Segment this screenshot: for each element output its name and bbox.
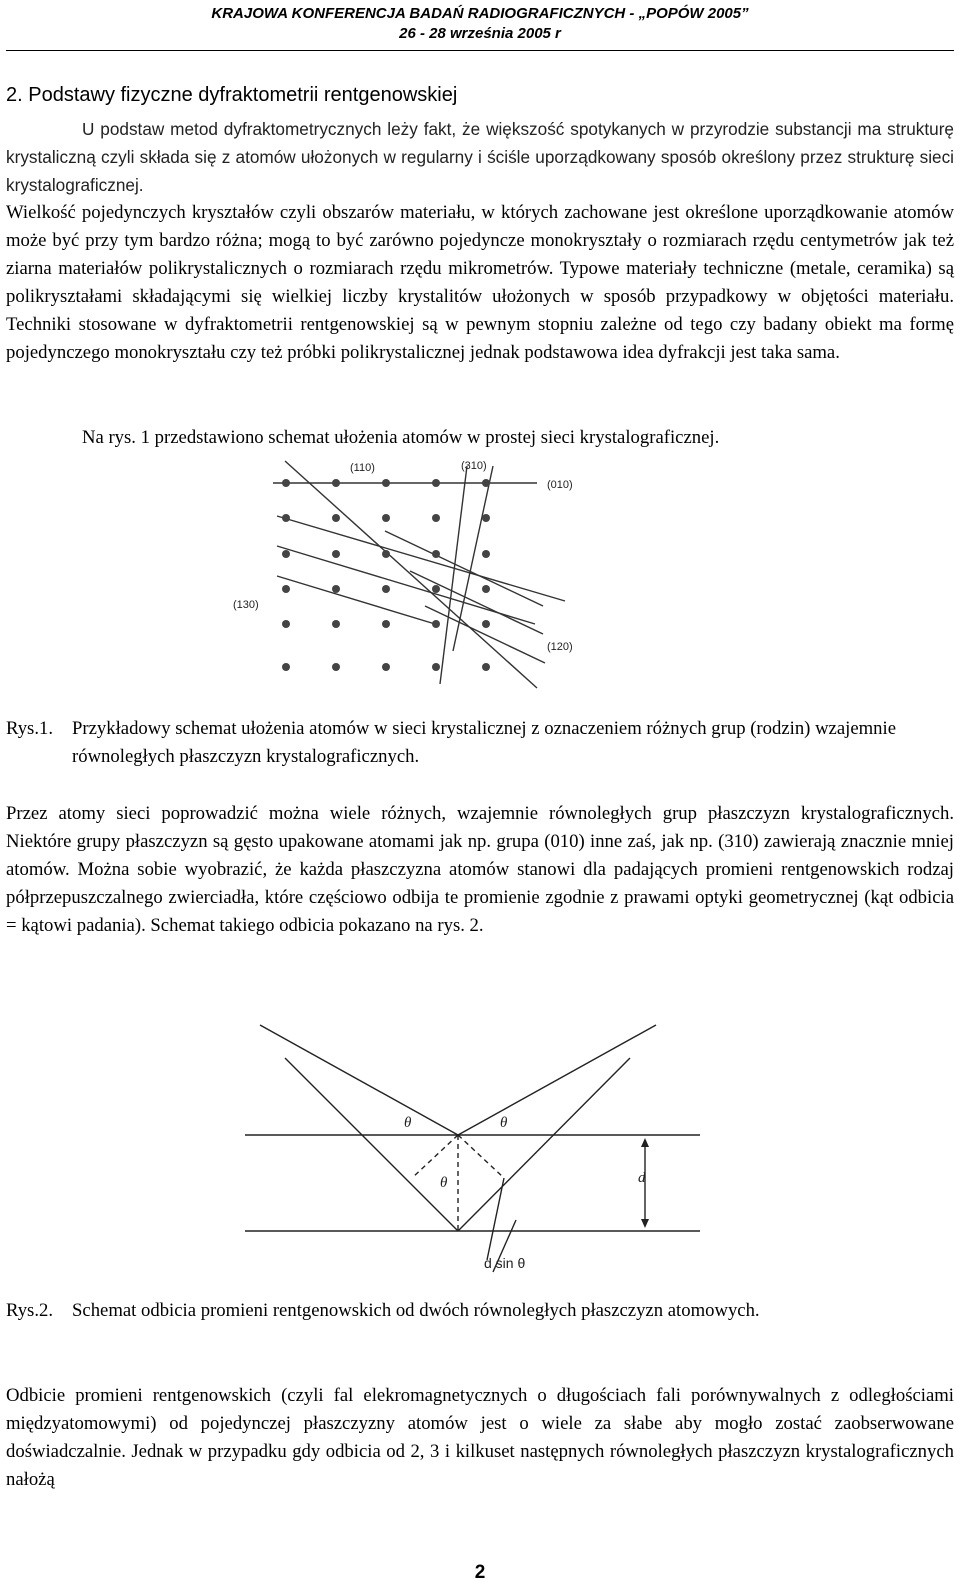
label-130: (130) (233, 599, 259, 611)
plane-310-line (440, 466, 467, 684)
atom (282, 550, 290, 558)
bragg-diagram (240, 1020, 710, 1280)
spacing-label: d (638, 1170, 646, 1186)
paragraph-crystal-size: Wielkość pojedynczych kryształów czyli obszarów materiału, w których zachowane jest określone uporządkowanie atomów może być przy tym bardzo różna; mogą to być zarówno pojedyncze monokryształy o rozmiarach rzędu centymetrów jak też ziarna materiałów polikrystalicznych o rozmiarach rzędu mikrometrów. Typowe materiały techniczne (metale, ceramika) są polikryształami składającymi się wielkiej liczby krystalitów ułożonych w sposób przypadkowy w objętości materiału. Techniki stosowane w dyfraktometrii rentgenowskiej są w pewnym stopniu zależne od tego czy badany obiekt ma formę pojedynczego monokryształu czy też próbki polikrystalicznej jednak podstawowa idea dyfrakcji jest taka sama. (6, 202, 954, 364)
atom (282, 514, 290, 522)
atom (482, 585, 490, 593)
pointer-line (487, 1178, 504, 1260)
atom (332, 479, 340, 487)
label-110: (110) (350, 462, 375, 474)
atom (482, 663, 490, 671)
atom (332, 663, 340, 671)
theta-label-incident: θ (404, 1115, 412, 1131)
plane-110-line (285, 461, 537, 688)
paragraph-reflection: Odbicie promieni rentgenowskich (czyli fal elekromagnetycznych o długościach fali porównywalnych z odległościami międzyatomowymi) od pojedynczej płaszczyzny atomów jest o wiele za słabe aby mogło zostać zaobserwowane doświadczalnie. Jednak w przypadku gdy odbicia od 2, 3 i kilkuset następnych równoległych płaszczyzn krystalograficznych nałożą (6, 1385, 954, 1491)
atom (332, 585, 340, 593)
atom (432, 620, 440, 628)
conference-title: KRAJOWA KONFERENCJA BADAŃ RADIOGRAFICZNYCH - „POPÓW 2005” (211, 5, 749, 22)
atom (282, 585, 290, 593)
figure2-caption-label: Rys.2. (6, 1300, 54, 1321)
atom (482, 620, 490, 628)
label-010: (010) (547, 479, 573, 491)
plane-120-line (410, 571, 543, 634)
atom (482, 479, 490, 487)
lattice-diagram (225, 456, 605, 696)
plane-130-line (277, 576, 435, 624)
perpendicular-right (458, 1135, 504, 1178)
path-difference-label: d sin θ (484, 1255, 526, 1271)
conference-dates: 26 - 28 września 2005 r (399, 25, 561, 42)
atom (382, 550, 390, 558)
theta-label-reflected: θ (500, 1115, 508, 1131)
atom (382, 663, 390, 671)
incident-ray-lower (285, 1058, 458, 1231)
figure2-caption (6, 1297, 936, 1325)
plane-120-line (385, 531, 543, 606)
atom (332, 514, 340, 522)
arrowhead-up (641, 1138, 649, 1147)
page-number: 2 (474, 1562, 486, 1583)
atom (282, 479, 290, 487)
atom (482, 514, 490, 522)
atom (482, 550, 490, 558)
figure1-caption-label: Rys.1. (6, 718, 54, 739)
label-120: (120) (547, 641, 573, 653)
figure2-caption-text: Schemat odbicia promieni rentgenowskich od dwóch równoległych płaszczyzn atomowych. (72, 1300, 760, 1321)
atom (432, 514, 440, 522)
paragraph-planes: Przez atomy sieci poprowadzić można wiele różnych, wzajemnie równoległych grup płaszczyzn krystalograficznych. Niektóre grupy płaszczyzn są gęsto upakowane atomami jak np. grupa (010) inne zaś, jak np. (310) zawierają znacznie mniej atomów. Można sobie wyobrazić, że każda płaszczyzna atomów stanowi dla padających promieni rentgenowskich rodzaj półprzepuszczalnego zwierciadła, które częściowo odbija te promienie zgodnie z prawami optyki geometrycznej (kąt odbicia = kątowi padania). Schemat takiego odbicia pokazano na rys. 2. (6, 803, 954, 937)
atom (282, 620, 290, 628)
atom (382, 514, 390, 522)
conference-header (0, 4, 960, 44)
atom (432, 550, 440, 558)
atom (382, 585, 390, 593)
paragraph-intro: U podstaw metod dyfraktometrycznych leży fakt, że większość spotykanych w przyrodzie substancji ma strukturę krystaliczną czyli składa się z atomów ułożonych w regularny i ściśle uporządkowany sposób określony przez strukturę sieci krystalograficznej. (6, 119, 954, 196)
atom (382, 620, 390, 628)
paragraph-figure1-intro: Na rys. 1 przedstawiono schemat ułożenia atomów w prostej sieci krystalograficznej. (82, 427, 720, 448)
reflected-ray-upper (458, 1025, 656, 1135)
label-310: (310) (461, 460, 487, 472)
atom (382, 479, 390, 487)
figure-lattice (225, 456, 605, 696)
atom (432, 663, 440, 671)
atom (332, 550, 340, 558)
header-divider (6, 50, 954, 51)
arrowhead-down (641, 1219, 649, 1228)
atom (332, 620, 340, 628)
reflected-ray-lower (458, 1058, 630, 1231)
atom (432, 585, 440, 593)
section-title: 2. Podstawy fizyczne dyfraktometrii rentgenowskiej (6, 84, 458, 106)
figure-bragg (240, 1020, 710, 1280)
theta-label-inner: θ (440, 1175, 448, 1191)
atom (282, 663, 290, 671)
figure1-caption-text: Przykładowy schemat ułożenia atomów w sieci krystalicznej z oznaczeniem różnych grup (rodzin) wzajemnie równoległych płaszczyzn krystalograficznych. (72, 718, 897, 768)
incident-ray-upper (260, 1025, 458, 1135)
perpendicular-left (412, 1135, 458, 1178)
atom (432, 479, 440, 487)
figure1-caption (6, 715, 936, 771)
